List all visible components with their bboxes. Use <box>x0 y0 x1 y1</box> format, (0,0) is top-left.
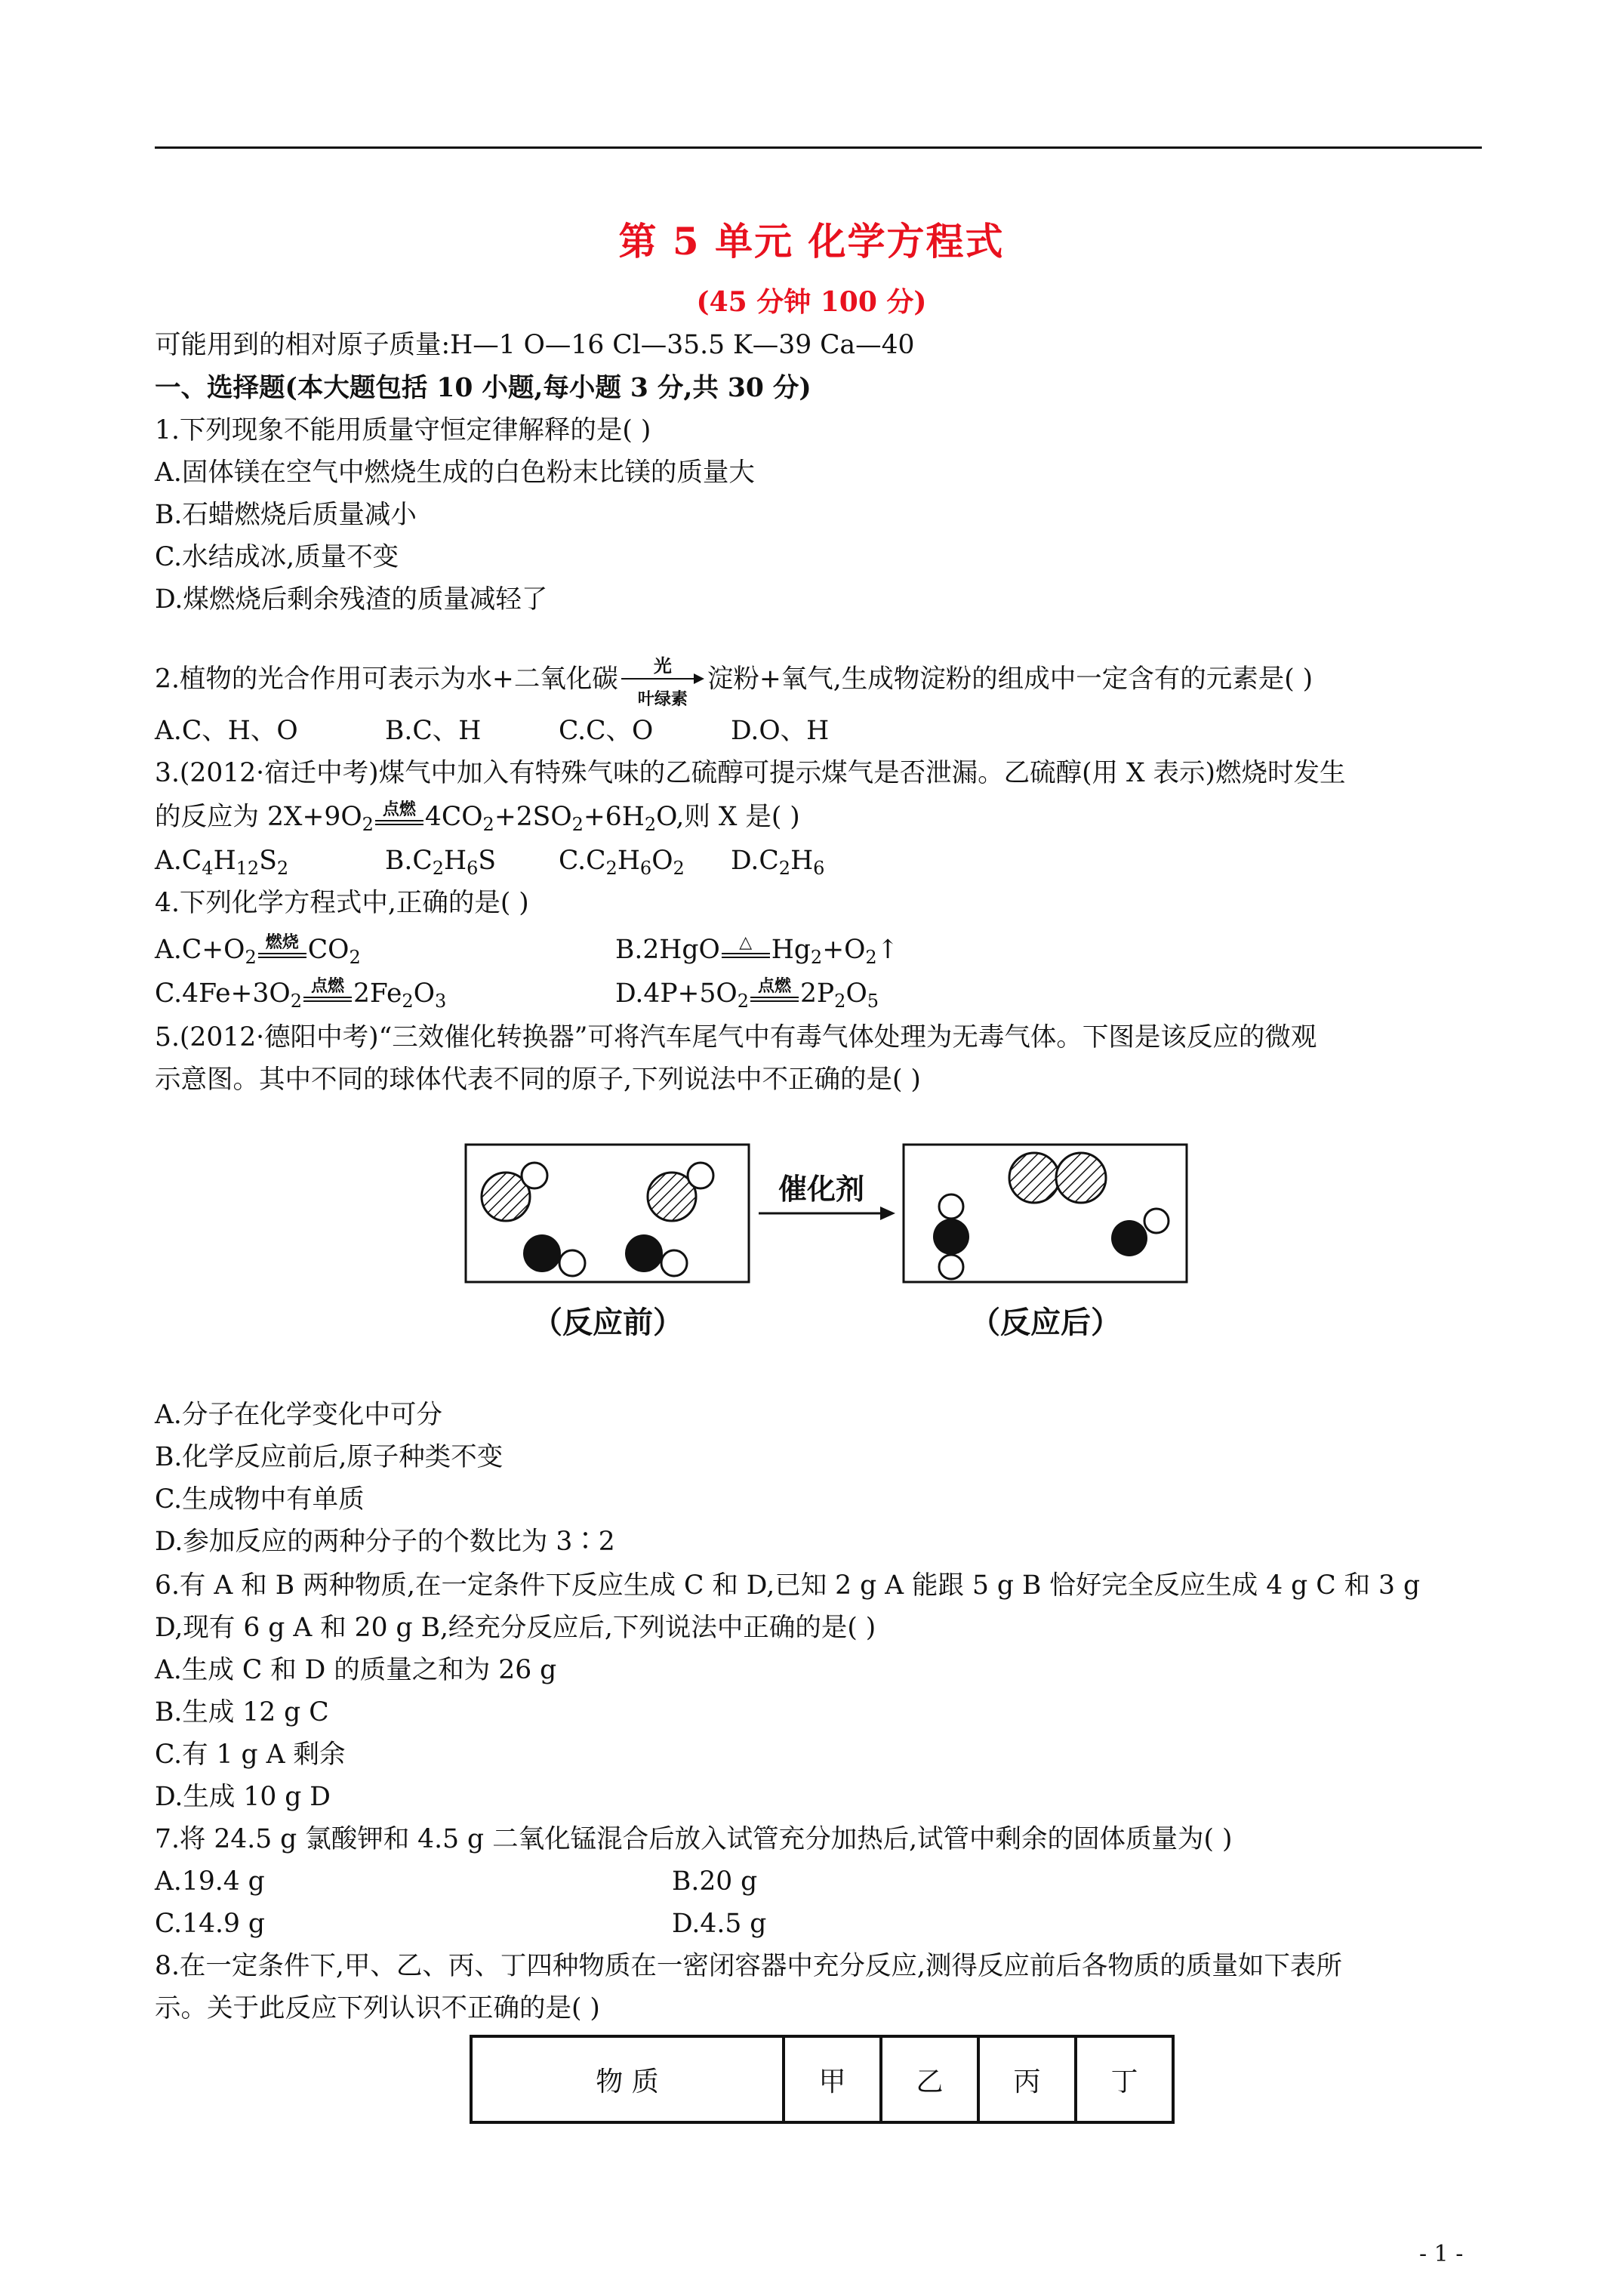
q7-option-a: A.19.4 g <box>155 1866 265 1897</box>
q4-option-d: $D.4P+5O_2$ 点燃 $2P_2O_5$ <box>615 977 879 1010</box>
white-atom <box>522 1163 547 1188</box>
q1-option-d: D.煤燃烧后剩余残渣的质量减轻了 <box>155 584 548 615</box>
condition-mark <box>258 932 306 966</box>
q7-option-b: B.20 g <box>672 1866 758 1897</box>
condition-label: 点燃 <box>382 799 416 819</box>
arrow-label-bottom: 叶绿素 <box>637 689 688 709</box>
q7-stem: 7.将 24.5 g 氯酸钾和 4.5 g 二氧化锰混合后放入试管充分加热后,试管中剩余的固体质量为( ) <box>155 1824 1233 1854</box>
table-header-cell: 甲 <box>784 2036 881 2122</box>
black-atom <box>625 1234 663 1272</box>
condition-label: 点燃 <box>757 975 791 996</box>
q3-option-c: $C.C_2H_6O_2$ <box>559 846 685 879</box>
arrow-label-top: 光 <box>653 655 672 676</box>
q4-option-b: B.2HgO △ $Hg_2+O_2↑$ <box>615 933 899 966</box>
q7-option-d: D.4.5 g <box>672 1909 767 1939</box>
q2-stem-after: 淀粉+氧气,生成物淀粉的组成中一定含有的元素是( ) <box>707 664 1313 695</box>
q8-line1: 8.在一定条件下,甲、乙、丙、丁四种物质在一密闭容器中充分反应,测得反应前后各物质的质量如下表所 <box>155 1951 1342 1981</box>
q4-option-a: $A.C+O_2$ 燃烧 $CO_2$ <box>155 933 361 966</box>
q4-option-c: $C.4Fe+3O_2$ 点燃 $2Fe_2O_3$ <box>155 977 446 1010</box>
condition-label: △ <box>739 932 753 952</box>
hatched-atom <box>1056 1153 1106 1203</box>
q5-option-a: A.分子在化学变化中可分 <box>155 1400 442 1430</box>
q6-option-c: C.有 1 g A 剩余 <box>155 1740 346 1770</box>
atomic-masses: 可能用到的相对原子质量:H—1 O—16 Cl—35.5 K—39 Ca—40 <box>155 330 915 360</box>
q2-stem <box>155 655 1313 709</box>
table-row <box>471 2036 1173 2122</box>
after-label: （反应后） <box>970 1305 1121 1340</box>
q1-option-a: A.固体镁在空气中燃烧生成的白色粉末比镁的质量大 <box>155 458 755 488</box>
hatched-atom <box>1009 1153 1059 1203</box>
mass-table <box>470 2035 1175 2124</box>
q5-line1: 5.(2012·德阳中考)“三效催化转换器”可将汽车尾气中有毒气体处理为无毒气体。下图是该反应的微观 <box>155 1022 1317 1052</box>
condition-mark <box>303 975 352 1010</box>
white-atom <box>939 1194 963 1219</box>
q3-line2: 的反应为 $2X+9O_2$ 点燃 $4CO_2+2SO_2+6H_2O$,则 X 是( ) <box>155 800 800 834</box>
table-header-cell: 乙 <box>881 2036 978 2122</box>
q2-option-c: C.C、O <box>559 716 654 746</box>
q2-stem-before: 2.植物的光合作用可表示为水+二氧化碳 <box>155 664 618 695</box>
white-atom <box>1144 1209 1169 1233</box>
arrow-head-icon <box>880 1207 895 1220</box>
q6-option-d: D.生成 10 g D <box>155 1782 331 1812</box>
q4-stem: 4.下列化学方程式中,正确的是( ) <box>155 888 529 918</box>
page-number: - 1 - <box>1419 2241 1464 2267</box>
q1-stem: 1.下列现象不能用质量守恒定律解释的是( ) <box>155 415 651 445</box>
condition-label: 燃烧 <box>265 932 299 952</box>
section-header: 一、选择题(本大题包括 10 小题,每小题 3 分,共 30 分) <box>155 373 812 403</box>
q8-line2: 示。关于此反应下列认识不正确的是( ) <box>155 1993 600 2023</box>
white-atom <box>688 1163 713 1188</box>
q7-option-c: C.14.9 g <box>155 1909 266 1939</box>
page-subtitle: (45 分钟 100 分) <box>696 286 927 318</box>
q3-eq-left: 的反应为 2X+9O <box>155 802 362 832</box>
white-atom <box>661 1250 687 1276</box>
q3-eq-right: ,则 X 是( ) <box>676 802 800 832</box>
q5-line2: 示意图。其中不同的球体代表不同的原子,下列说法中不正确的是( ) <box>155 1065 921 1095</box>
condition-mark <box>722 932 770 966</box>
q3-option-a: $A.C_4H_{12}S_2$ <box>155 846 289 879</box>
black-atom <box>1111 1220 1147 1256</box>
q3-option-d: $D.C_2H_6$ <box>731 846 825 879</box>
q1-option-c: C.水结成冰,质量不变 <box>155 542 399 572</box>
white-atom <box>939 1255 963 1279</box>
table-header-cell: 丙 <box>978 2036 1076 2122</box>
q6-line2: D,现有 6 g A 和 20 g B,经充分反应后,下列说法中正确的是( ) <box>155 1613 876 1643</box>
q6-option-b: B.生成 12 g C <box>155 1697 329 1727</box>
q2-option-d: D.O、H <box>731 716 830 746</box>
table-header-cell: 丁 <box>1076 2036 1173 2122</box>
reaction-diagram <box>453 1140 1208 1351</box>
page-title: 第 5 单元 化学方程式 <box>618 219 1005 264</box>
condition-mark <box>375 799 423 834</box>
q5-option-d: D.参加反应的两种分子的个数比为 3∶2 <box>155 1527 615 1557</box>
q3-line1: 3.(2012·宿迁中考)煤气中加入有特殊气味的乙硫醇可提示煤气是否泄漏。乙硫醇(用 X 表示)燃烧时发生 <box>155 758 1346 788</box>
header-rule <box>155 146 1482 149</box>
black-atom <box>933 1219 969 1255</box>
q6-line1: 6.有 A 和 B 两种物质,在一定条件下反应生成 C 和 D,已知 2 g A 能跟 5 g B 恰好完全反应生成 4 g C 和 3 g <box>155 1570 1421 1601</box>
q3-option-b: $B.C_2H_6S$ <box>385 846 497 879</box>
condition-label: 点燃 <box>310 975 344 996</box>
q5-option-c: C.生成物中有单质 <box>155 1484 365 1515</box>
table-header-cell: 物 质 <box>471 2036 784 2122</box>
black-atom <box>523 1234 561 1272</box>
q1-option-b: B.石蜡燃烧后质量减小 <box>155 500 417 530</box>
q6-option-a: A.生成 C 和 D 的质量之和为 26 g <box>155 1655 557 1685</box>
condition-mark <box>750 975 799 1010</box>
reaction-arrow-icon <box>621 655 704 709</box>
white-atom <box>559 1250 585 1276</box>
before-label: （反应前） <box>532 1305 683 1340</box>
q5-option-b: B.化学反应前后,原子种类不变 <box>155 1442 504 1472</box>
catalyst-label: 催化剂 <box>778 1173 865 1206</box>
q2-option-a: A.C、H、O <box>155 716 298 746</box>
q2-option-b: B.C、H <box>385 716 482 746</box>
